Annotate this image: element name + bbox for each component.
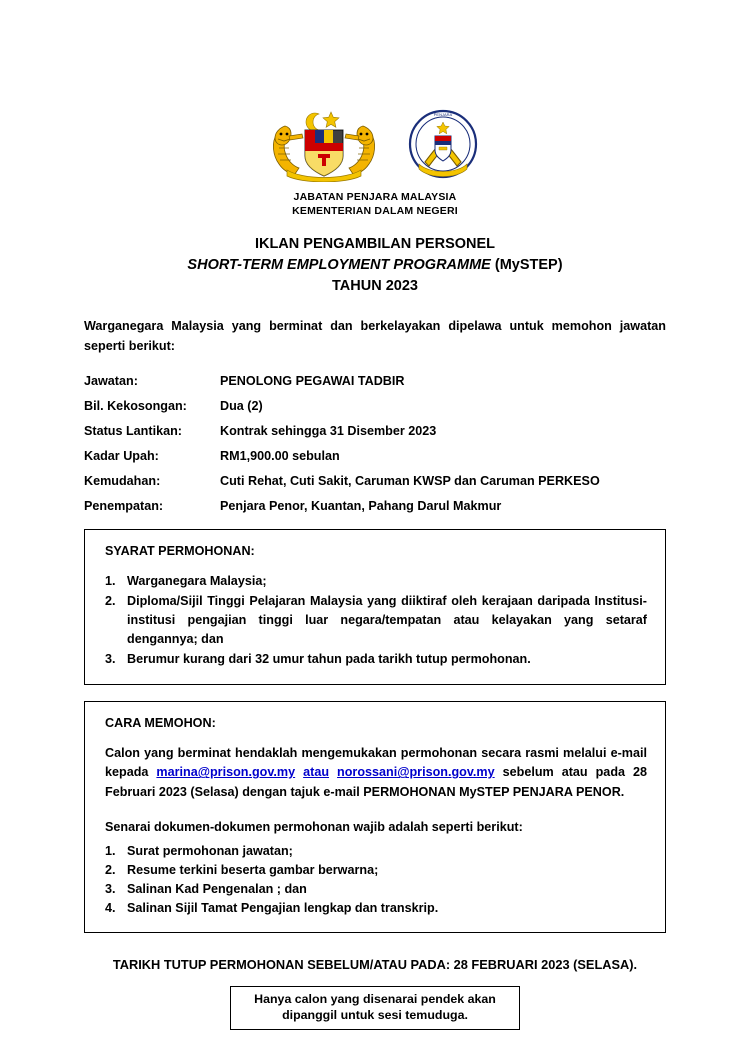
document-item: [105, 880, 647, 899]
document-number: 2.: [105, 862, 116, 877]
detail-row-jawatan: [84, 374, 666, 388]
closing-deadline: TARIKH TUTUP PERMOHONAN SEBELUM/ATAU PADA: 28 FEBRUARI 2023 (SELASA).: [112, 956, 638, 972]
title-line-2: [84, 255, 666, 276]
department-line-1: JABATAN PENJARA MALAYSIA: [293, 191, 457, 203]
document-number: 1.: [105, 843, 116, 858]
requirement-number: 3.: [105, 651, 116, 666]
requirement-text: Diploma/Sijil Tinggi Pelajaran Malaysia yang diiktiraf oleh kerajaan daripada Institusi-institusi pengajian tinggi luar negara/tempatan atau kelayakan yang setaraf dengannya; dan: [127, 594, 647, 647]
email-link-marina[interactable]: marina@prison.gov.my: [156, 765, 296, 780]
requirement-number: 1.: [105, 574, 116, 589]
prison-department-logo-icon: [405, 104, 481, 182]
job-details: [84, 374, 666, 513]
document-item: [105, 899, 647, 918]
svg-text:PENJARA: PENJARA: [433, 112, 453, 117]
document-text: Salinan Kad Pengenalan ; dan: [127, 881, 307, 896]
requirements-title: SYARAT PERMOHONAN:: [105, 544, 255, 559]
intro-paragraph: Warganegara Malaysia yang berminat dan berkelayakan dipelawa untuk memohon jawatan seperti berikut:: [84, 319, 666, 353]
detail-row-penempatan: [84, 499, 666, 513]
detail-row-status-lantikan: [84, 424, 666, 438]
detail-row-kemudahan: [84, 474, 666, 488]
apply-text-part-2: sebelum atau pada 28 Februari 2023 (Selasa) dengan tajuk e-mail PERMOHONAN MySTEP PENJARA PENOR.: [105, 765, 648, 799]
how-to-apply-paragraph: [105, 744, 647, 803]
documents-intro: Senarai dokumen-dokumen permohonan wajib adalah seperti berikut:: [105, 820, 523, 835]
detail-value: PENOLONG PEGAWAI TADBIR: [220, 374, 405, 389]
advertisement-title: [84, 234, 666, 297]
detail-value: Cuti Rehat, Cuti Sakit, Caruman KWSP dan Caruman PERKESO: [220, 474, 600, 489]
requirement-number: 2.: [105, 594, 116, 609]
documents-list: [105, 842, 647, 918]
requirement-item: [105, 572, 647, 591]
email-link-norossani[interactable]: norossani@prison.gov.my: [337, 765, 495, 780]
department-line-2: KEMENTERIAN DALAM NEGERI: [292, 205, 458, 218]
detail-value: RM1,900.00 sebulan: [220, 449, 340, 464]
apply-text-part-1: Calon yang berminat hendaklah mengemukakan permohonan secara rasmi melalui e-mail kepada: [105, 745, 647, 780]
malaysia-coat-of-arms-icon: [269, 104, 379, 182]
detail-label: Jawatan:: [84, 374, 138, 389]
detail-row-kadar-upah: [84, 449, 666, 463]
requirement-item: [105, 650, 647, 669]
document-item: [105, 842, 647, 861]
crest-row: [84, 0, 666, 182]
detail-label: Status Lantikan:: [84, 424, 182, 439]
detail-label: Kadar Upah:: [84, 449, 159, 464]
document-text: Salinan Sijil Tamat Pengajian lengkap dan transkrip.: [127, 900, 439, 915]
detail-value: Kontrak sehingga 31 Disember 2023: [220, 424, 437, 439]
document-text: Surat permohonan jawatan;: [127, 843, 293, 858]
detail-value: Penjara Penor, Kuantan, Pahang Darul Makmur: [220, 499, 502, 514]
shortlist-line-1: Hanya calon yang disenarai pendek akan: [254, 991, 496, 1006]
shortlist-notice-box: [230, 986, 520, 1030]
department-heading: [84, 190, 666, 218]
title-line-3: TAHUN 2023: [332, 278, 418, 295]
requirements-box: [84, 529, 666, 684]
how-to-apply-box: [84, 701, 666, 933]
document-number: 3.: [105, 881, 116, 896]
detail-label: Bil. Kekosongan:: [84, 399, 187, 414]
how-to-apply-title: CARA MEMOHON:: [105, 715, 216, 730]
document-text: Resume terkini beserta gambar berwarna;: [127, 862, 379, 877]
detail-row-kekosongan: [84, 399, 666, 413]
detail-label: Penempatan:: [84, 499, 164, 514]
title-line-2-suffix: (MySTEP): [494, 257, 563, 274]
document-item: [105, 861, 647, 880]
requirement-item: [105, 592, 647, 649]
detail-value: Dua (2): [220, 399, 263, 414]
shortlist-line-2: dipanggil untuk sesi temuduga.: [282, 1008, 468, 1023]
requirement-text: Berumur kurang dari 32 umur tahun pada tarikh tutup permohonan.: [127, 651, 531, 666]
detail-label: Kemudahan:: [84, 474, 161, 489]
requirement-text: Warganegara Malaysia;: [127, 574, 267, 589]
title-line-2-italic: SHORT-TERM EMPLOYMENT PROGRAMME: [187, 257, 491, 274]
document-number: 4.: [105, 900, 116, 915]
requirements-list: [105, 572, 647, 668]
title-line-1: IKLAN PENGAMBILAN PERSONEL: [254, 236, 496, 253]
email-conjunction-link[interactable]: atau: [303, 765, 330, 780]
